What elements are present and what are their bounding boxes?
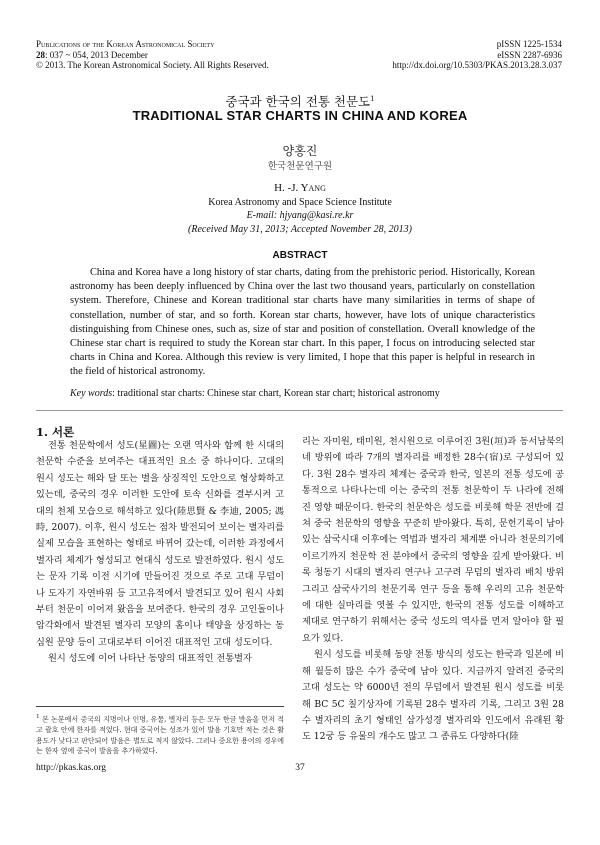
affiliation-block <box>0 196 600 236</box>
footer-url[interactable]: http://pkas.kas.org <box>36 763 107 773</box>
paragraph: 원시 성도를 비롯해 동양 전통 방식의 성도는 한국과 일본에 비해 월등히 많은 수가 중국에 남아 있다. 지금까지 알려진 중국의 고대 성도는 약 6000년 전의 무덤에서 발견된 원시 성도를 비롯해 BC 5C 칠기상자에 기록된 28수 별자리 기록, 그리고 3원 28수 별자리의 초기 형태인 삼가성경 별자리와 인도에서 유래된 황도 12궁 등 유물의 개수도 많고 그 종류도 다양하다(陸 <box>302 649 564 743</box>
received-dates: (Received May 31, 2013; Accepted November 28, 2013) <box>188 223 412 235</box>
footnote <box>36 712 284 757</box>
abstract-text: China and Korea have a long history of star charts, dating from the prehistoric period. Historically, Korean astronomy has been deeply influenced by China over the last two thousand years, particularly on constellation system. Therefore, Chinese and Korean traditional star charts have many similarities in terms of shape of constellation, number of star, and so forth. Korean star charts, however, have lots of unique characteristics distinguishing from Chinese ones, such as, size of star and position of constellation. Overall knowledge of the Chinese star chart is required to study the Korean star chart. In this paper, I focus on introducing selected star charts in China and Korea. Although this review is very limited, I hope that this paper is helpful in research in the field of historical astronomy. <box>70 267 535 378</box>
divider <box>36 410 563 411</box>
paragraph: 리는 자미원, 태미원, 천시원으로 이루어진 3원(垣)과 동서남북의 네 방위에 따라 7개의 별자리를 배정한 28수(宿)로 구성되어 있다. 3원 28수 별자리 체계는 중국과 한국, 일본의 전통 성도에 공통적으로 나타나는데 이는 중국의 전통 천문학이 두 나라에 전해진 영향 때문이다. 한국의 천문학은 성도를 비롯해 학문 전반에 걸쳐 중국 천문학의 영향을 꾸준히 받아왔다. 특히, 문헌기록이 남아 있는 삼국시대 이후에는 역법과 별자리 체계뿐 아니라 천문의기에 이르기까지 천문학 전 분야에서 중국의 영향을 깊게 받아왔다. 비록 청동기 시대의 별자리 연구나 고구려 무덤의 별자리 배치 방위 그리고 삼국사기의 천문기록 연구 등을 통해 우리의 고유 천문학에 대한 실마리를 엿볼 수 있지만, 한국의 전통 성도를 이해하고 제대로 연구하기 위해서는 중국 성도의 역사를 먼저 알아야 할 필요가 있다. <box>302 436 564 644</box>
issue-line <box>36 50 366 61</box>
keywords-text: : traditional star charts: Chinese star chart, Korean star chart; historical astronomy <box>112 388 440 399</box>
volume-number: 28 <box>36 49 45 60</box>
footnote-mark: 1 <box>36 714 40 720</box>
title-footnote-mark: 1 <box>370 94 375 103</box>
copyright-line: © 2013. The Korean Astronomical Society. All Rights Reserved. <box>36 60 269 71</box>
title-english: TRADITIONAL STAR CHARTS IN CHINA AND KOREA <box>132 108 468 123</box>
issue-pages: : 037 ~ 054, 2013 December <box>45 49 148 60</box>
pissn: pISSN 1225-1534 <box>496 39 562 49</box>
doi-link[interactable]: http://dx.doi.org/10.5303/PKAS.2013.28.3.037 <box>392 60 562 71</box>
left-column <box>36 438 284 668</box>
footnote-text: 본 논문에서 중국의 지명이나 인명, 유물, 별자리 등은 모두 한글 발음을 먼저 적고 괄호 안에 한자를 적었다. 현대 중국어는 성조가 있어 발음 기호만 적는 것은 활용도가 낮다고 판단되어 발음은 별도로 적지 않았다. 그러나 중요한 용어의 경우에는 한자 옆에 중국어 발음을 추가하였다. <box>36 715 284 756</box>
author-email[interactable]: E-mail: hjyang@kasi.re.kr <box>246 210 354 222</box>
page-number: 37 <box>295 763 305 773</box>
paragraph: 전통 천문학에서 성도(星圖)는 오랜 역사와 함께 한 시대의 천문학 수준을 보여주는 대표적인 요소 중 하나이다. 고대의 원시 성도는 해와 달 또는 별을 상징적인 도안으로 형상화하고 있는데, 중국의 경우 이러한 도안에 토속 신화를 결부시켜 고대의 천체 모습으로 해석하고 있다(陸思賢 & 李迪, 2005; 馮時, 2007). 이후, 원시 성도는 점차 발전되어 보이는 별자리를 실제 모습을 표현하는 형태로 바뀌어 갔는데, 이러한 과정에서 별자리 체계가 형성되고 현대식 성도로 발전하였다. 원시 성도는 문자 기록 이전 시기에 만들어진 것으로 주로 고대 무덤이나 도자기 자연바위 등 고고유적에서 발견되고 있어 원시 사회부터 천문이 이어져 왔음을 보여준다. 한국의 경우 고인돌이나 암각화에서 발견된 별자리 모양의 홈이나 태양을 상징하는 동심원 문양 등이 고대로부터 이어진 대표적인 고대 성도이다. <box>36 440 284 648</box>
keywords <box>70 388 535 399</box>
journal-header <box>36 39 366 71</box>
issn-block <box>322 39 562 71</box>
keywords-label: Key words <box>70 388 113 399</box>
abstract-heading: ABSTRACT <box>272 250 328 261</box>
footnote-rule <box>36 706 284 707</box>
author-korean: 양홍진 <box>282 144 318 158</box>
eissn: eISSN 2287-6936 <box>497 49 562 60</box>
right-column <box>302 434 564 746</box>
author-english: H. -J. Yang <box>274 182 326 194</box>
affiliation-korean: 한국천문연구원 <box>267 161 333 172</box>
section-heading: 1. 서론 <box>36 425 75 439</box>
affiliation-english: Korea Astronomy and Space Science Institute <box>208 197 392 208</box>
abstract-body <box>70 266 535 380</box>
title-korean-text: 중국과 한국의 전통 천문도 <box>225 94 371 109</box>
paragraph: 원시 성도에 이어 나타난 동양의 대표적인 전통별자 <box>48 653 252 665</box>
journal-name: Publications of the Korean Astronomical Society <box>36 39 215 49</box>
